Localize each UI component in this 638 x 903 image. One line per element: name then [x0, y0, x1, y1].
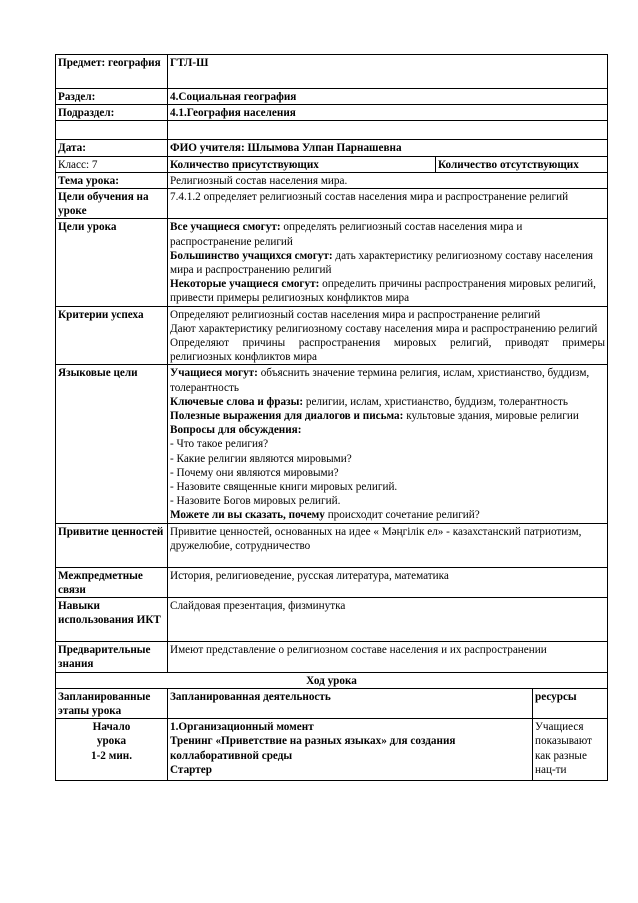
keywords-text: религии, ислам, христианство, буддизм, толерантность [303, 395, 568, 408]
row-success-criteria [56, 306, 608, 365]
values-label: Привитие ценностей [56, 523, 168, 567]
some-students-text: определить причины распространения мировых религий, привести примеры религиозных конфликтов мира [170, 278, 596, 305]
section-value: 4.Социальная география [168, 89, 608, 105]
learning-goals-label: Цели обучения на уроке [56, 189, 168, 219]
class-label: Класс: 7 [56, 156, 168, 172]
absent-count-label: Количество отсутствующих [436, 156, 608, 172]
final-question-text: происходит сочетание религий? [324, 509, 480, 522]
row-values [56, 523, 608, 567]
students-can-heading: Учащиеся могут: [170, 367, 258, 380]
row-prior-knowledge [56, 642, 608, 672]
present-count-label: Количество присутствующих [168, 156, 436, 172]
row-lesson-goals [56, 219, 608, 306]
ict-label: Навыки использования ИКТ [56, 598, 168, 642]
most-students-heading: Большинство учащихся смогут: [170, 249, 333, 262]
row-ict [56, 598, 608, 642]
stage-column-header: Запланированные этапы урока [56, 688, 168, 718]
some-students-heading: Некоторые учащиеся смогут: [170, 278, 320, 291]
prior-knowledge-value: Имеют представление о религиозном составе населения и их распространении [168, 642, 608, 672]
final-question-heading: Можете ли вы сказать, почему [170, 509, 325, 522]
questions-heading: Вопросы для обсуждения: [170, 424, 302, 437]
topic-label: Тема урока: [56, 172, 168, 188]
interdisciplinary-label: Межпредметные связи [56, 567, 168, 597]
success-criteria-value [168, 306, 608, 365]
row-class [56, 156, 608, 172]
question-item: - Назовите священные книги мировых религий. [170, 481, 398, 494]
activity-cell: 1.Организационный момент Тренинг «Приветствие на разных языках» для создания коллаборативной среды Стартер [168, 719, 533, 781]
subject-value: ГТЛ-Ш [168, 55, 608, 89]
question-item: - Какие религии являются мировыми? [170, 452, 352, 465]
question-item: - Что такое религия? [170, 438, 269, 451]
students-can-text: объяснить значение термина религия, ислам, христианство, буддизм, толерантность [170, 367, 590, 394]
values-value: Привитие ценностей, основанных на идее « Мәңгілік ел» - казахстанский патриотизм, дружелюбие, сотрудничество [168, 523, 608, 567]
ict-value: Слайдовая презентация, физминутка [168, 598, 608, 642]
success-criteria-label: Критерии успеха [56, 306, 168, 365]
row-lesson-start [56, 719, 608, 781]
resources-cell: Учащиеся показывают как разные нац-ти [533, 719, 608, 781]
interdisciplinary-value: История, религиоведение, русская литература, математика [168, 567, 608, 597]
row-interdisciplinary [56, 567, 608, 597]
criteria-line: Дают характеристику религиозному составу населения мира и распространению религий [170, 322, 598, 335]
resources-column-header: ресурсы [533, 688, 608, 718]
stage-cell: Начало урока 1-2 мин. [56, 719, 168, 781]
all-students-text: определять религиозный состав населения мира и распространение религий [170, 221, 523, 248]
question-item: - Назовите Богов мировых религий. [170, 495, 341, 508]
row-section [56, 89, 608, 105]
all-students-heading: Все учащиеся смогут: [170, 221, 281, 234]
section-label: Раздел: [56, 89, 168, 105]
date-label: Дата: [56, 140, 168, 156]
most-students-text: дать характеристику религиозному составу населения мира и распространению религий [170, 249, 594, 277]
phrases-text: культовые здания, мировые религии [403, 410, 579, 423]
row-subsection [56, 105, 608, 121]
row-subject [56, 55, 608, 89]
course-title: Ход урока [56, 672, 608, 688]
language-goals-label: Языковые цели [56, 365, 168, 523]
row-course-title [56, 672, 608, 688]
activity-column-header: Запланированная деятельность [168, 688, 533, 718]
learning-goals-value: 7.4.1.2 определяет религиозный состав населения мира и распространение религий [168, 189, 608, 219]
lesson-goals-label: Цели урока [56, 219, 168, 306]
subject-label: Предмет: география [56, 55, 168, 89]
lesson-plan [55, 54, 607, 781]
row-learning-goals [56, 189, 608, 219]
subsection-value: 4.1.География населения [168, 105, 608, 121]
lesson-plan-table [55, 54, 608, 781]
criteria-line: Определяют причины распространения мировых религий, приводят примеры религиозных конфликтов мира [170, 337, 606, 364]
teacher-name: ФИО учителя: Шлымова Улпан Парнашевна [168, 140, 608, 156]
question-item: - Почему они являются мировыми? [170, 466, 339, 479]
subsection-label: Подраздел: [56, 105, 168, 121]
language-goals-value [168, 365, 608, 523]
row-course-header [56, 688, 608, 718]
keywords-heading: Ключевые слова и фразы: [170, 395, 304, 408]
row-date [56, 140, 608, 156]
prior-knowledge-label: Предварительные знания [56, 642, 168, 672]
phrases-heading: Полезные выражения для диалогов и письма: [170, 410, 404, 423]
topic-value: Религиозный состав населения мира. [168, 172, 608, 188]
row-topic [56, 172, 608, 188]
row-language-goals [56, 365, 608, 523]
row-spacer [56, 121, 608, 140]
lesson-goals-value [168, 219, 608, 306]
criteria-line: Определяют религиозный состав населения мира и распространение религий [170, 308, 541, 321]
